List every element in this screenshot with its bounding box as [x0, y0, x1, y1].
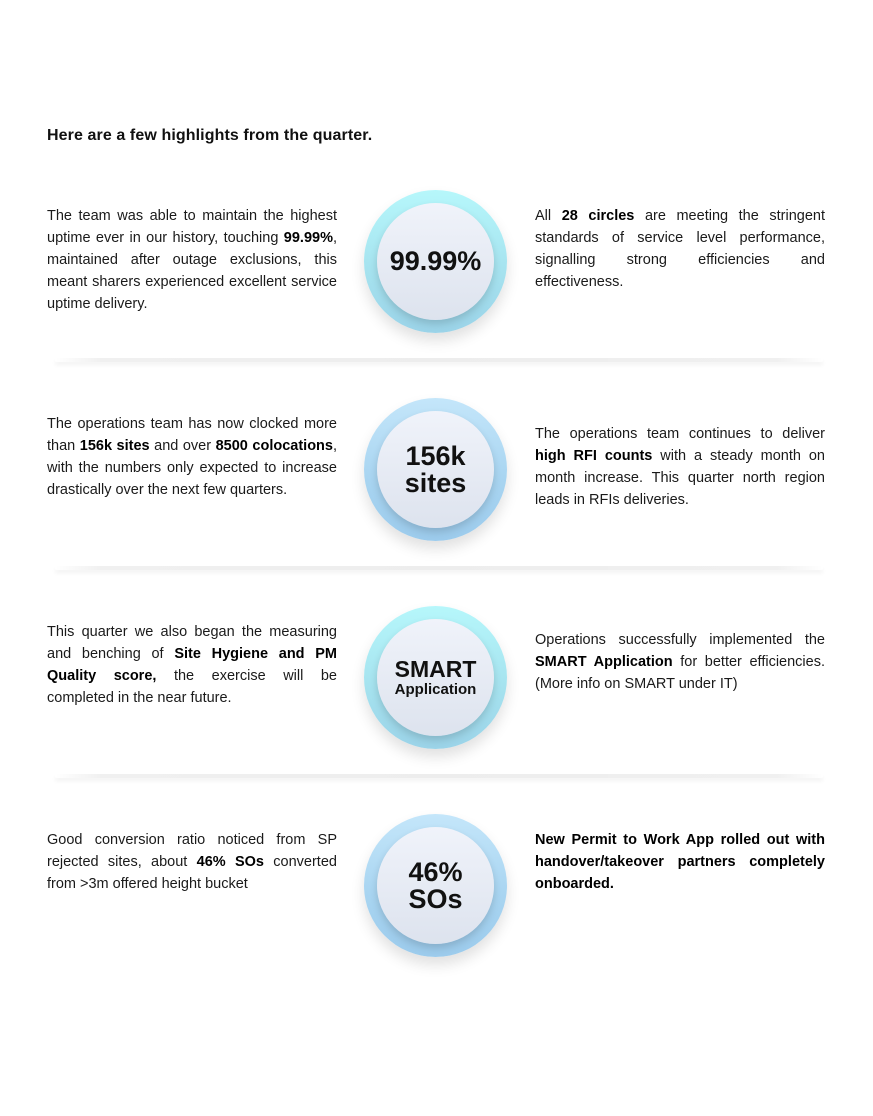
- section-divider: [55, 358, 823, 362]
- sos-stat-circle: [364, 814, 507, 957]
- sites-stat-unit: sites: [404, 467, 467, 498]
- sos-stat-value: 46%: [408, 856, 463, 887]
- page-heading: Here are a few highlights from the quarter.: [47, 127, 373, 144]
- smart-stat-value: SMART: [394, 655, 477, 682]
- smart-stat-circle: [364, 606, 507, 749]
- smart-stat-unit: Application: [394, 680, 477, 698]
- uptime-description: The team was able to maintain the highest uptime ever in our history, touching 99.99%, maintained after outage exclusions, this meant sharers experienced excellent service uptime delivery.: [47, 208, 337, 312]
- sos-stat-unit: SOs: [408, 883, 463, 914]
- sites-stat-circle: [364, 398, 507, 541]
- smart-description: Operations successfully implemented the SMART Application for better efficiencies. (More info on SMART under IT): [535, 632, 825, 692]
- circles-description: All 28 circles are meeting the stringent standards of service level performance, signalling strong efficiencies and effectiveness.: [535, 208, 825, 290]
- sites-stat-value: 156k: [405, 440, 466, 471]
- section-divider: [55, 774, 823, 778]
- site-hygiene-description: This quarter we also began the measuring and benching of Site Hygiene and PM Quality score, the exercise will be completed in the near future.: [47, 624, 337, 706]
- section-divider: [55, 566, 823, 570]
- conversion-description: Good conversion ratio noticed from SP rejected sites, about 46% SOs converted from >3m offered height bucket: [47, 832, 337, 892]
- permit-app-description: New Permit to Work App rolled out with handover/takeover partners completely onboarded.: [535, 832, 825, 892]
- sites-description: The operations team has now clocked more than 156k sites and over 8500 colocations, with the numbers only expected to increase drastically over the next few quarters.: [47, 416, 337, 498]
- uptime-stat-circle: [364, 190, 507, 333]
- rfi-description: The operations team continues to deliver high RFI counts with a steady month on month increase. This quarter north region leads in RFIs deliveries.: [535, 426, 825, 508]
- uptime-stat-value: 99.99%: [389, 246, 482, 276]
